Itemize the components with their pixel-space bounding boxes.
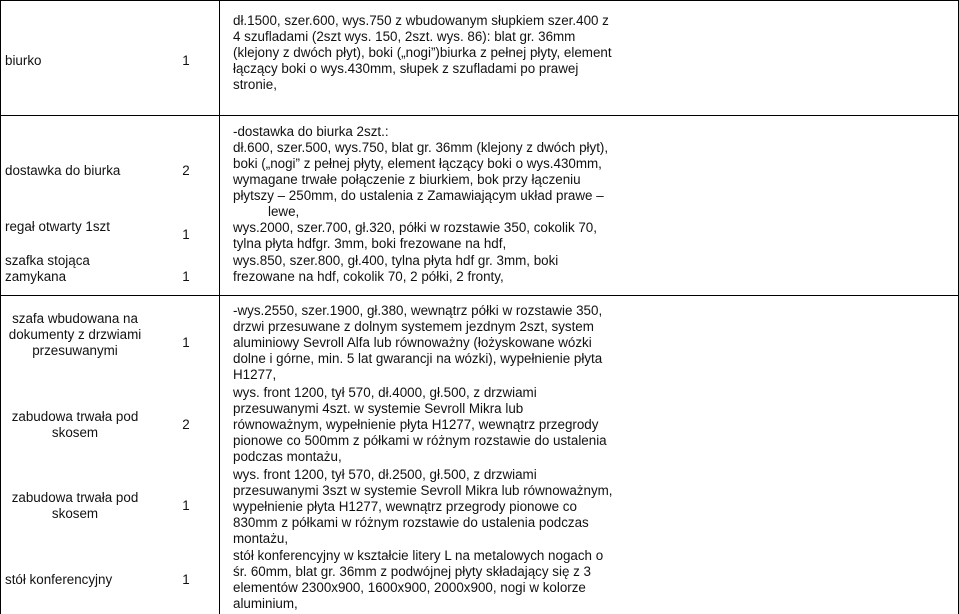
row-name-szafa [0,311,150,359]
desc-line: -wys.2550, szer.1900, gł.380, wewnątrz półki w rozstawie 350, [233,303,603,318]
desc-line: łączący boki o wys.430mm, słupek z szufladami po prawej [233,61,579,76]
row-desc-szafka [233,253,558,285]
name-line: szafka stojąca [5,253,90,268]
name-line: zamykana [5,269,67,284]
row-divider-1 [0,115,959,116]
row-qty-szafa: 1 [182,335,190,350]
name-line: zabudowa trwała pod [11,490,139,505]
desc-line: przesuwanymi 4szt. w systemie Sevroll Mikra lub [233,401,524,416]
table-border-top [0,0,959,1]
row-qty-zabudowa-1: 2 [182,417,190,432]
desc-line: tylna płyta hdfgr. 3mm, boki frezowane na hdf, [233,236,507,251]
row-qty-regal: 1 [182,227,190,242]
row-desc-zabudowa-1 [233,385,607,465]
row-desc-stol [233,548,603,612]
desc-line: dł.600, szer.500, wys.750, blat gr. 36mm (klejony z dwóch płyt), [233,140,609,155]
row-qty-szafka: 1 [182,269,190,284]
row-qty-stol: 1 [182,572,190,587]
desc-line: 830mm z półkami w różnym rozstawie do ustalenia podczas [233,515,589,530]
row-qty-dostawka: 2 [182,163,190,178]
desc-line: elementów 2300x900, 1600x900, 2000x900, nogi w kolorze [233,580,586,595]
desc-line: aluminium, [233,596,298,611]
name-line: zabudowa trwała pod [11,409,139,424]
row-qty-biurko: 1 [182,53,190,68]
row-name-dostawka: dostawka do biurka [5,163,121,178]
desc-line: -dostawka do biurka 2szt.: [233,124,389,139]
desc-line: dł.1500, szer.600, wys.750 z wbudowanym słupkiem szer.400 z [233,13,609,28]
row-name-szafka [5,253,90,285]
desc-line: drzwi przesuwane z dolnym systemem jezdnym 2szt, system [233,319,594,334]
row-desc-zabudowa-2 [233,467,613,547]
row-name-regal: regał otwarty 1szt [5,219,110,234]
row-desc-biurko [233,13,612,93]
desc-line: frezowane na hdf, cokolik 70, 2 półki, 2 fronty, [233,269,504,284]
desc-line: (klejony z dwóch płyt), boki („nogi”)biurka z pełnej płyty, element [233,45,612,60]
desc-line: równoważnym, wypełnienie płyta H1277, wewnątrz przegrody [233,417,599,432]
desc-line: stronie, [233,77,277,92]
desc-line: podczas montażu, [233,449,342,464]
row-divider-2 [0,295,959,296]
desc-line: wys.2000, szer.700, gł.320, półki w rozstawie 350, cokolik 70, [233,220,597,235]
row-name-stol: stół konferencyjny [5,572,113,587]
name-line: dokumenty z drzwiami [8,327,142,342]
name-line: skosem [51,506,99,521]
row-desc-szafa [233,303,602,383]
desc-line: lewe, [268,204,300,219]
row-desc-dostawka [233,124,608,220]
column-divider-2 [219,0,220,614]
desc-line: wys.850, szer.800, gł.400, tylna płyta hdf gr. 3mm, boki [233,253,559,268]
desc-line: wys. front 1200, tył 570, dł.2500, gł.500, z drzwiami [233,467,537,482]
desc-line: stół konferencyjny w kształcie litery L na metalowych nogach o [233,548,604,563]
desc-line: pionowe co 500mm z półkami w różnym rozstawie do ustalenia [233,433,607,448]
name-line: skosem [51,425,99,440]
desc-line: wypełnienie płyta H1277, wewnątrz przegrody pionowe co [233,499,577,514]
desc-line: montażu, [233,531,289,546]
row-name-zabudowa-2 [0,490,150,522]
desc-line: wys. front 1200, tył 570, dł.4000, gł.500, z drzwiami [233,385,537,400]
name-line: szafa wbudowana na [12,311,138,326]
desc-line: dolne i górne, min. 5 lat gwarancji na wózki), wypełnienie płyta [233,351,603,366]
row-name-zabudowa-1 [0,409,150,441]
desc-line: 4 szufladami (2szt wys. 150, 2szt. wys. 86): blat gr. 36mm [233,29,576,44]
desc-line: H1277, [233,367,277,382]
desc-line: wymagane trwałe połączenie z biurkiem, bok przy łączeniu [233,172,581,187]
desc-line: płytszy – 250mm, do ustalenia z Zamawiającym układ prawe – [233,188,604,203]
row-desc-regal [233,220,597,252]
desc-line: aluminiowy Sevroll Alfa lub równoważny (łożyskowane wózki [233,335,592,350]
desc-line: boki („nogi” z pełnej płyty, element łączący boki o wys.430mm, [233,156,602,171]
row-qty-zabudowa-2: 1 [182,498,190,513]
desc-line: przesuwanymi 3szt w systemie Sevroll Mikra lub równoważnym, [233,483,613,498]
row-name-biurko: biurko [5,53,42,68]
desc-line: śr. 60mm, blat gr. 36mm z podwójnej płyty składający się z 3 [233,564,591,579]
name-line: przesuwanymi [32,343,118,358]
